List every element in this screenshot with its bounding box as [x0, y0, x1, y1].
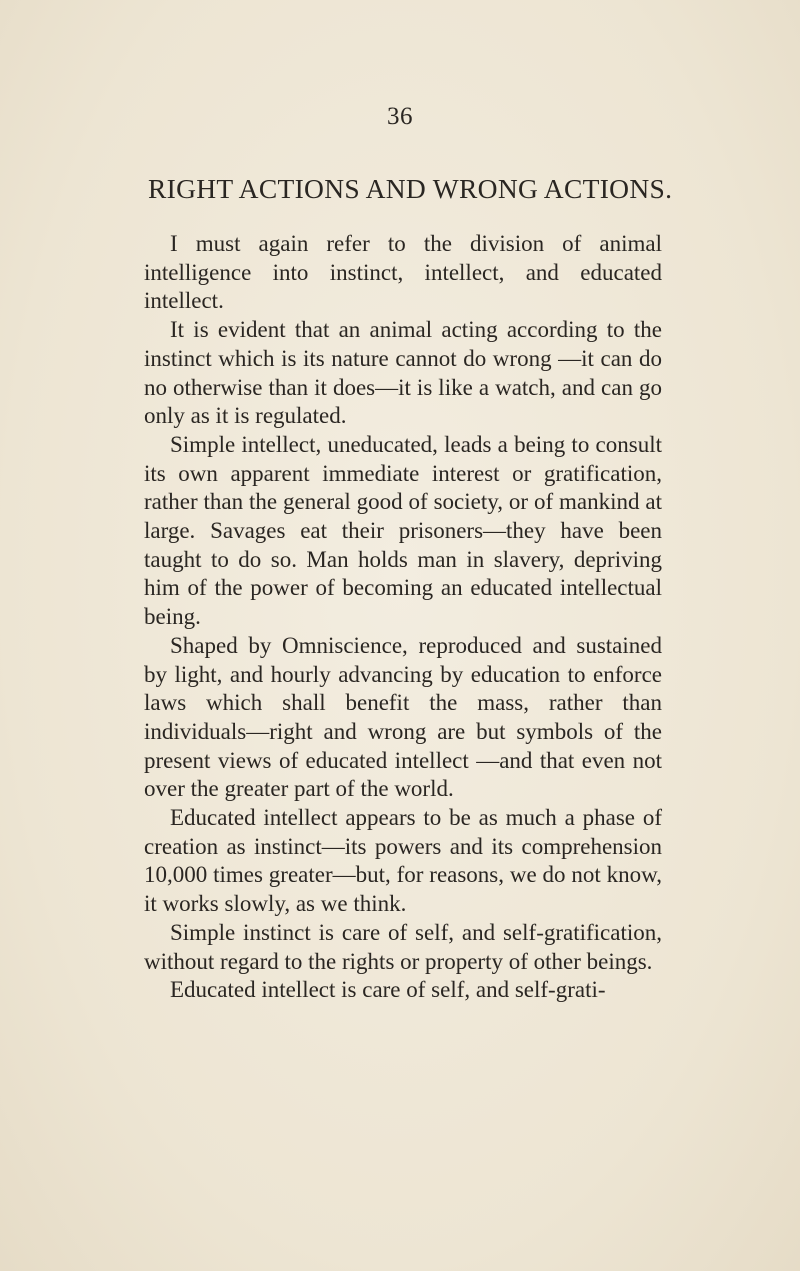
paragraph: Simple intellect, uneducated, leads a being to consult its own apparent immediate interest or gratification, rather than the general good of society, or of mankind at large. Savages eat their prisoners—they have been taught to do so. Man holds man in slavery, depriving him of the power of becoming an educated intellectual being. [144, 431, 662, 630]
paragraph: Educated intellect appears to be as much a phase of creation as instinct—its powers and its comprehension 10,000 times greater—but, for reasons, we do not know, it works slowly, as we think. [144, 805, 662, 917]
paragraph: It is evident that an animal acting according to the instinct which is its nature cannot do wrong —it can do no otherwise than it does—it is like a watch, and can go only as it is regulated. [144, 317, 662, 429]
body-text [144, 230, 662, 1005]
paragraph: Simple instinct is care of self, and self-gratification, without regard to the rights or property of other beings. [144, 919, 662, 974]
paragraph: Educated intellect is care of self, and self-grati- [170, 977, 606, 1003]
chapter-title: RIGHT ACTIONS AND WRONG ACTIONS. [148, 173, 673, 204]
paragraph: I must again refer to the division of animal intelligence into instinct, intellect, and educated intellect. [144, 231, 662, 314]
page-number: 36 [387, 103, 413, 130]
paragraph: Shaped by Omniscience, reproduced and sustained by light, and hourly advancing by education to enforce laws which shall benefit the mass, rather than individuals—right and wrong are but symbols of the present views of educated intellect —and that even not over the greater part of the world. [144, 632, 662, 802]
